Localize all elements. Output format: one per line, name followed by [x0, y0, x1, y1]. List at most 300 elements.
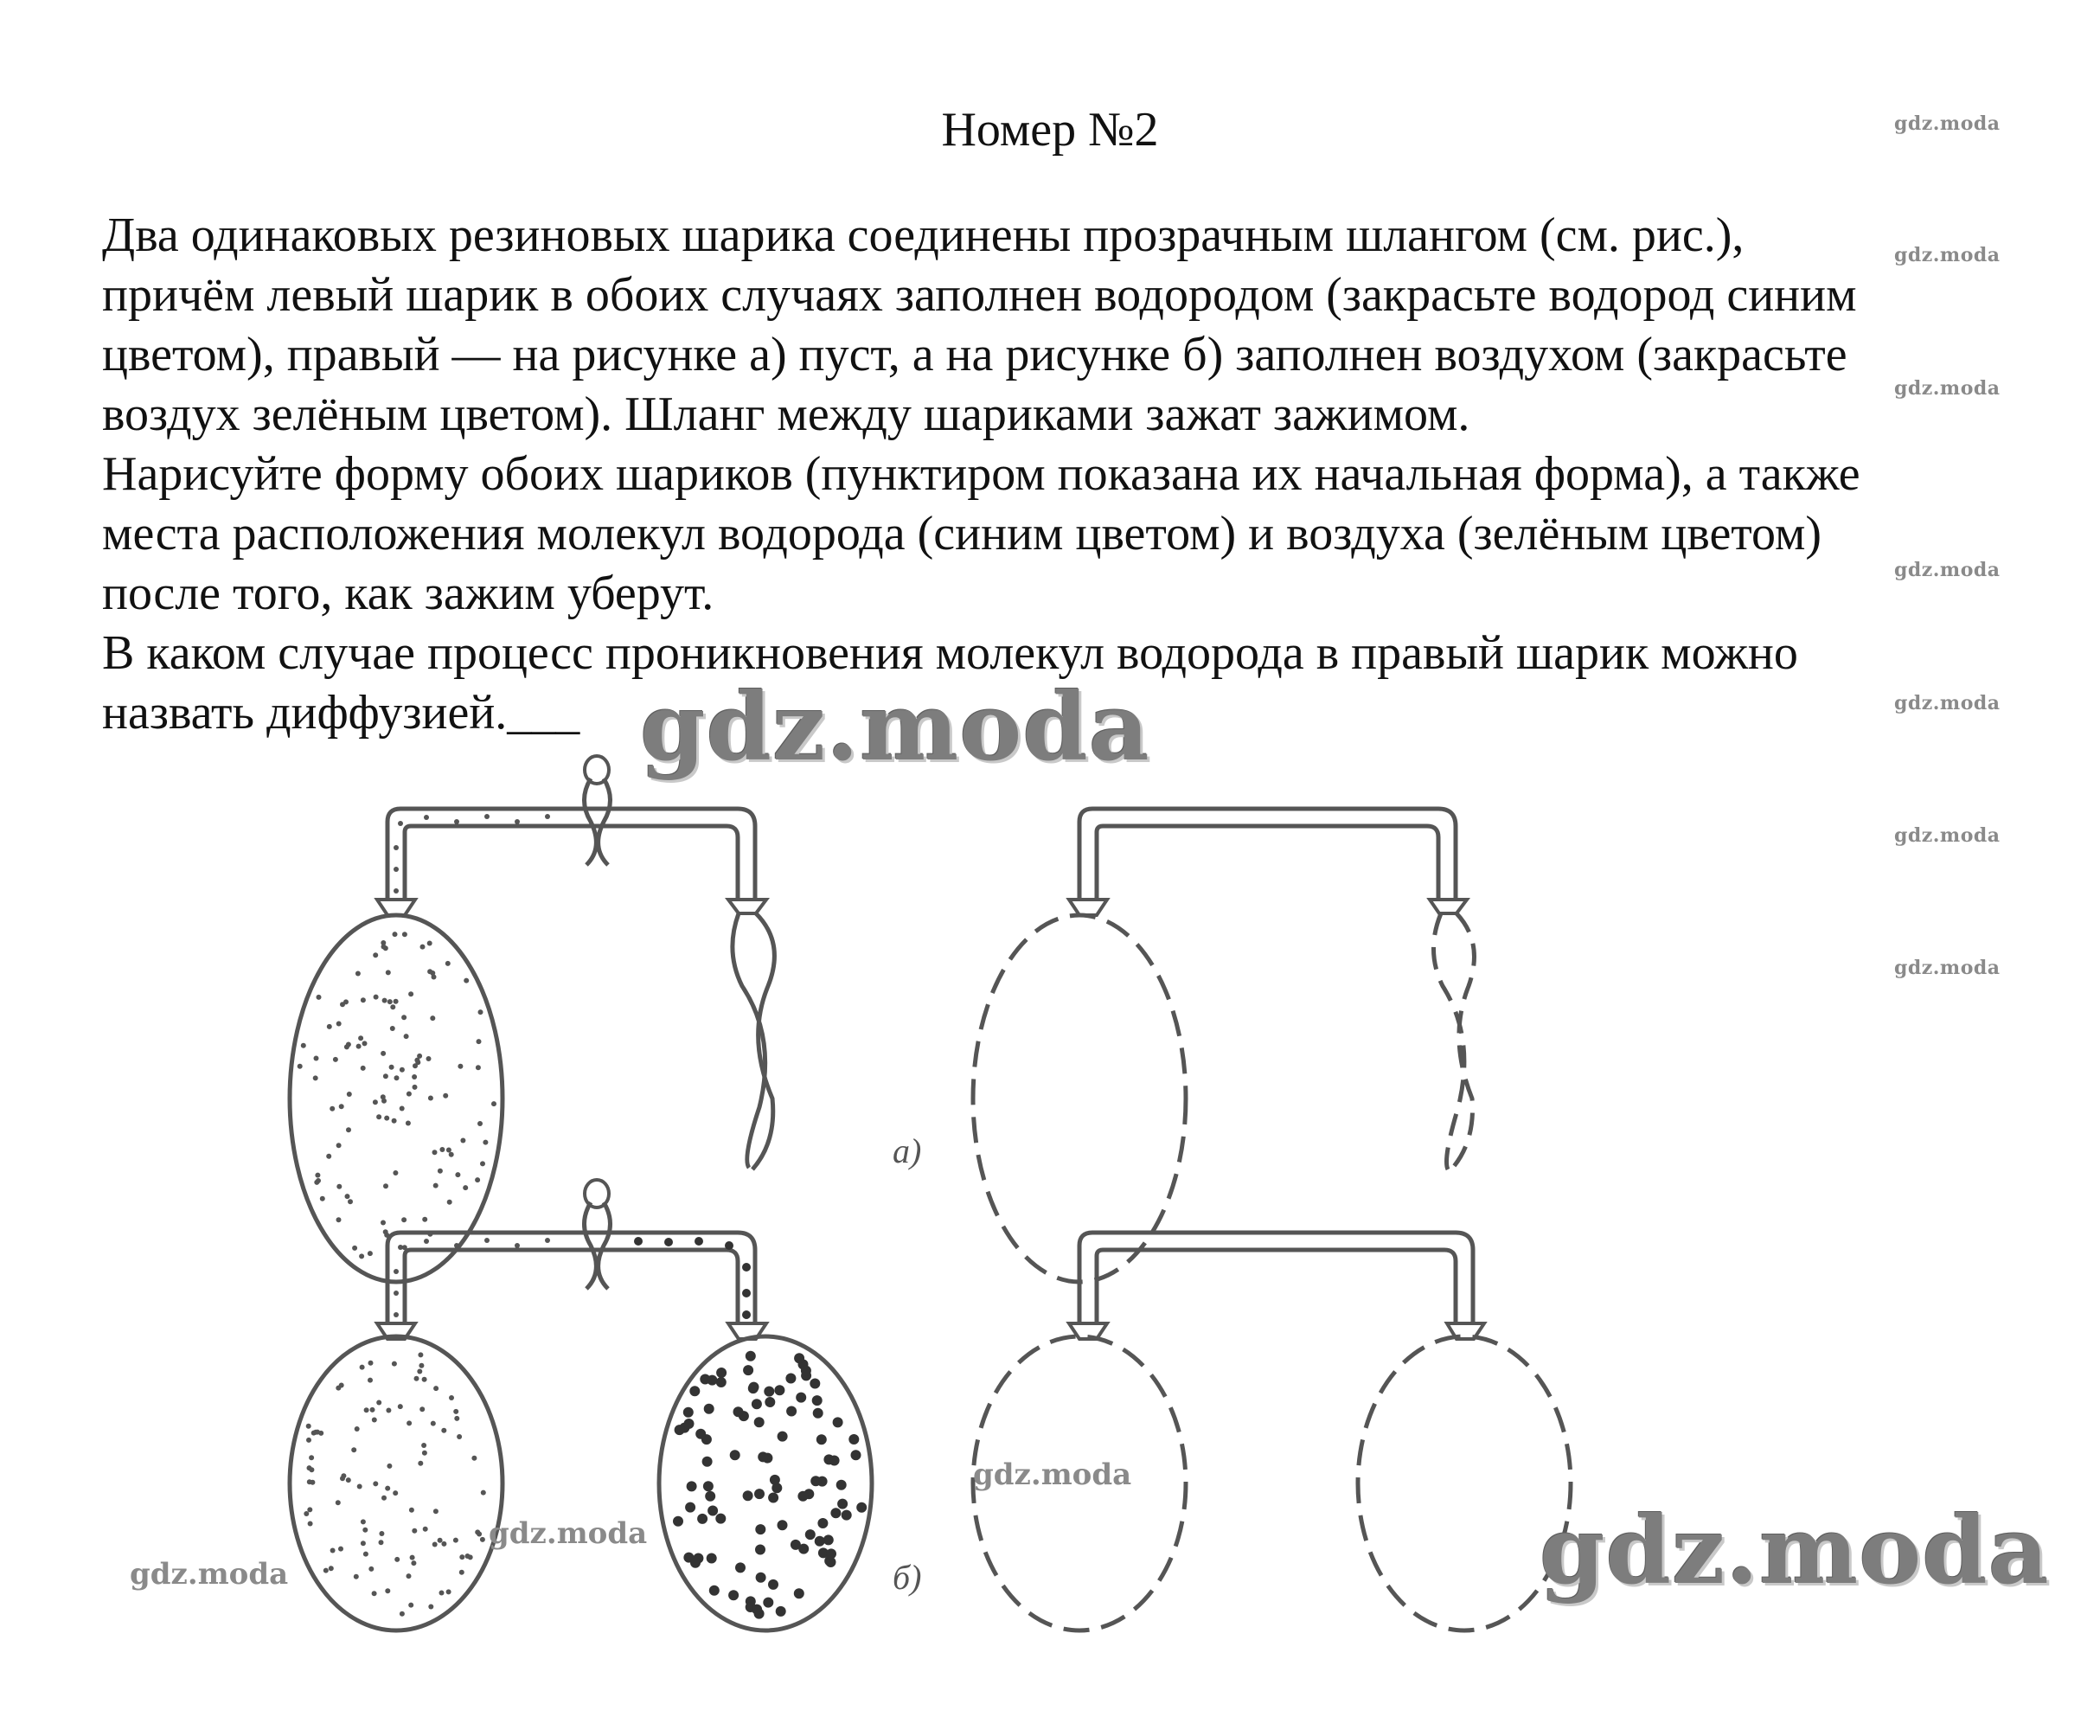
molecule-dot [368, 1361, 374, 1366]
molecule-dot [465, 1553, 471, 1559]
molecule-dot [464, 978, 469, 983]
molecule-dot [323, 1568, 329, 1573]
molecule-dot [386, 1408, 391, 1413]
molecule-dot [336, 1143, 342, 1148]
molecule-dot [770, 1475, 780, 1485]
watermark-large: gdz.moda [1540, 1496, 2050, 1605]
molecule-dot [816, 1434, 827, 1445]
molecule-dot [339, 1104, 344, 1109]
molecule-dot [360, 1365, 365, 1370]
molecule-dot [361, 1541, 366, 1546]
molecule-dot [453, 1538, 458, 1543]
molecule-dot [742, 1289, 751, 1297]
molecule-dot [389, 1065, 394, 1070]
molecule-dot [394, 1312, 399, 1317]
molecule-dot [428, 1605, 433, 1610]
molecule-dot [406, 1121, 411, 1126]
molecule-dot [398, 1404, 403, 1409]
molecule-dot [449, 1395, 454, 1400]
molecule-dot [833, 1417, 843, 1427]
molecule-dot [826, 1548, 836, 1559]
task-line-3: цветом), правый — на рисунке а) пуст, а на рисунке б) заполнен воздухом (закрасьте [102, 328, 1847, 381]
molecule-dot [752, 1399, 762, 1409]
molecule-dot [313, 1075, 318, 1080]
molecule-dot [394, 845, 399, 850]
watermark: gdz.moda [1894, 824, 2001, 847]
molecule-dot [422, 1217, 427, 1222]
molecule-dot [475, 1529, 480, 1534]
molecule-dot [690, 1558, 701, 1568]
molecule-dot [394, 888, 399, 894]
molecule-dot [394, 1075, 400, 1080]
molecule-dot [347, 1092, 352, 1097]
molecule-dot [336, 1500, 341, 1505]
watermark: gdz.moda [1894, 957, 2001, 979]
molecule-dot [709, 1585, 720, 1596]
molecule-dot [394, 1557, 400, 1562]
molecule-dot [386, 970, 391, 975]
molecule-dot [411, 1560, 416, 1566]
molecule-dot [316, 1178, 321, 1183]
molecule-dot [376, 1114, 381, 1119]
molecule-dot [417, 1369, 422, 1374]
molecule-dot [742, 1263, 751, 1272]
molecule-dot [327, 1024, 332, 1029]
molecule-dot [812, 1395, 823, 1406]
molecule-dot [417, 1054, 422, 1059]
molecule-dot [373, 1481, 378, 1486]
molecule-dot [362, 1041, 368, 1046]
molecule-dot [400, 1106, 405, 1111]
molecule-dot [848, 1434, 859, 1445]
molecule-dot [368, 1566, 374, 1572]
molecule-dot [785, 1374, 796, 1384]
molecule-dot [477, 1121, 483, 1126]
molecule-dot [459, 1570, 464, 1575]
task-line-8: В каком случае процесс проникновения молекул водорода в правый шарик можно [102, 626, 1798, 680]
task-line-4: воздух зелёным цветом). Шланг между шариками зажат зажимом. [102, 388, 1470, 441]
molecule-dot [796, 1393, 806, 1403]
hydrogen-molecules-a [298, 814, 550, 1259]
molecule-dot [336, 1217, 342, 1222]
molecule-dot [381, 945, 387, 950]
molecule-dot [317, 995, 322, 1000]
molecule-dot [357, 1484, 362, 1489]
molecule-dot [390, 1026, 395, 1031]
molecule-dot [829, 1456, 840, 1466]
molecule-dot [454, 819, 459, 824]
molecule-dot [438, 1538, 443, 1543]
molecule-dot [387, 1464, 392, 1469]
molecule-dot [306, 1424, 311, 1429]
molecule-dot [477, 1039, 482, 1044]
molecule-dot [798, 1544, 809, 1554]
molecule-dot [315, 1173, 320, 1178]
molecule-dot [381, 1496, 387, 1501]
molecule-dot [754, 1489, 765, 1499]
molecule-dot [358, 1035, 363, 1041]
molecule-dot [702, 1457, 713, 1467]
molecule-dot [361, 997, 366, 1003]
molecule-dot [387, 999, 393, 1004]
molecule-dot [634, 1237, 643, 1246]
task-line-2: причём левый шарик в обоих случаях заполнен водородом (закрасьте водород синим [102, 268, 1857, 322]
molecule-dot [426, 1056, 432, 1061]
molecule-dot [372, 1591, 377, 1596]
molecule-dot [404, 1034, 409, 1039]
molecule-dot [409, 1508, 414, 1513]
molecule-dot [376, 1400, 381, 1406]
molecule-dot [379, 1540, 384, 1545]
molecule-dot [836, 1480, 847, 1490]
molecule-dot [368, 1251, 373, 1256]
molecule-dot [326, 1154, 331, 1159]
molecule-dot [453, 1409, 458, 1414]
molecule-dot [463, 1185, 468, 1190]
molecule-dot [687, 1481, 697, 1491]
molecule-dot [315, 1430, 320, 1435]
molecule-dot [794, 1353, 804, 1363]
molecule-dot [856, 1502, 867, 1513]
molecule-dot [716, 1368, 727, 1378]
molecule-dot [381, 1094, 386, 1099]
molecule-dot [339, 1383, 344, 1388]
molecule-dot [330, 1106, 335, 1111]
molecule-dot [445, 961, 451, 966]
molecule-dot [424, 1239, 429, 1244]
molecule-dot [421, 1443, 426, 1448]
molecule-dot [427, 969, 432, 974]
molecule-dot [338, 1547, 343, 1552]
molecule-dot [735, 1562, 746, 1573]
figure-b-dashed [973, 1233, 1571, 1630]
molecule-dot [446, 1589, 451, 1594]
molecule-dot [433, 1386, 439, 1391]
molecule-dot [755, 1524, 765, 1534]
molecule-dot [382, 998, 387, 1003]
molecule-dot [704, 1404, 714, 1414]
molecule-dot [352, 1246, 357, 1251]
molecule-dot [449, 1152, 454, 1157]
molecule-dot [359, 1253, 364, 1259]
molecule-dot [393, 1490, 398, 1496]
molecule-dot [810, 1379, 820, 1389]
molecule-dot [748, 1383, 759, 1393]
molecule-dot [420, 945, 426, 950]
molecule-dot [418, 1461, 423, 1466]
figure-b-solid [290, 1180, 872, 1630]
molecule-dot [413, 1085, 418, 1090]
molecule-dot [423, 1527, 428, 1532]
molecule-dot [805, 1529, 816, 1540]
molecule-dot [393, 1170, 398, 1175]
molecule-dot [392, 1361, 397, 1367]
molecule-dot [697, 1514, 707, 1524]
molecule-dot [340, 1476, 345, 1481]
molecule-dot [743, 1365, 753, 1375]
molecule-dot [480, 1161, 485, 1166]
molecule-dot [394, 867, 399, 872]
molecule-dot [432, 1150, 438, 1155]
molecule-dot [432, 1542, 438, 1547]
molecule-dot [307, 1465, 312, 1470]
molecule-dot [715, 1514, 726, 1524]
molecule-dot [346, 1477, 351, 1483]
molecule-dot [443, 1093, 448, 1099]
molecule-dot [418, 1352, 423, 1357]
molecule-dot [381, 1220, 386, 1226]
molecule-dot [480, 1537, 485, 1542]
molecule-dot [837, 1499, 848, 1509]
molecule-dot [419, 1406, 425, 1412]
molecule-dot [430, 1015, 435, 1021]
molecule-dot [439, 1591, 445, 1596]
molecule-dot [433, 1183, 439, 1188]
molecule-dot [703, 1481, 714, 1491]
molecule-dot [707, 1375, 717, 1386]
molecule-dot [441, 1428, 446, 1433]
molecule-dot [478, 1009, 483, 1015]
molecule-dot [454, 1243, 459, 1248]
molecule-dot [345, 1194, 350, 1199]
molecule-dot [830, 1508, 841, 1518]
molecule-dot [336, 1184, 342, 1189]
molecule-dot [763, 1598, 773, 1608]
molecule-dot [768, 1493, 778, 1503]
molecule-dot [392, 1118, 397, 1124]
molecule-dot [801, 1366, 811, 1376]
task-line-5: Нарисуйте форму обоих шариков (пунктиром показана их начальная форма), а также [102, 447, 1860, 501]
molecule-dot [471, 1456, 477, 1461]
molecule-dot [851, 1450, 861, 1460]
molecule-dot [309, 1455, 314, 1460]
molecule-dot [412, 1528, 417, 1534]
watermark: gdz.moda [1894, 112, 2001, 135]
molecule-dot [419, 1363, 424, 1368]
molecule-dot [765, 1397, 775, 1407]
molecule-dot [786, 1406, 797, 1417]
figure-label-b: б) [893, 1558, 922, 1597]
molecule-dot [431, 1421, 436, 1426]
molecule-dot [754, 1417, 765, 1427]
molecule-dot [695, 1237, 703, 1246]
molecule-dot [815, 1536, 825, 1547]
molecule-dot [441, 1541, 446, 1547]
molecule-dot [412, 1074, 417, 1079]
molecule-dot [408, 1603, 413, 1608]
molecule-dot [336, 1022, 342, 1027]
watermark: gdz.moda [1894, 559, 2001, 581]
figure-label-a: а) [893, 1131, 922, 1170]
molecule-dot [372, 1418, 377, 1423]
molecule-dot [390, 1004, 395, 1009]
molecule-dot [354, 1574, 359, 1579]
molecule-dot [454, 1416, 459, 1421]
molecule-dot [329, 1566, 334, 1571]
molecule-dot [728, 1590, 739, 1600]
molecule-dot [433, 1509, 439, 1514]
molecule-dot [752, 1605, 762, 1615]
molecule-dot [685, 1502, 695, 1513]
molecule-dot [797, 1491, 808, 1502]
watermark: gdz.moda [1894, 692, 2001, 714]
molecule-dot [348, 1199, 353, 1204]
molecule-dot [716, 1377, 727, 1387]
molecule-dot [484, 814, 490, 819]
molecule-dot [756, 1573, 766, 1583]
watermark-large: gdz.moda [640, 673, 1150, 782]
molecule-dot [307, 1479, 312, 1484]
figure-a-solid [290, 756, 774, 1282]
molecule-dot [340, 1002, 345, 1007]
task-line-1: Два одинаковых резиновых шарика соединены прозрачным шлангом (см. рис.), [102, 208, 1745, 262]
molecule-dot [373, 1099, 378, 1105]
molecule-dot [364, 1407, 369, 1413]
molecule-dot [370, 1407, 375, 1413]
molecule-dot [707, 1553, 717, 1564]
molecule-dot [817, 1518, 828, 1528]
molecule-dot [368, 1378, 373, 1383]
molecule-dot [675, 1425, 685, 1435]
molecule-dot [410, 1555, 415, 1560]
molecule-dot [515, 819, 520, 824]
page-title: Номер №2 [941, 103, 1159, 157]
molecule-dot [355, 1426, 360, 1432]
molecule-dot [379, 1531, 384, 1536]
molecule-dot [459, 1554, 464, 1560]
molecule-dot [683, 1407, 694, 1418]
molecule-dot [306, 1438, 311, 1443]
molecule-dot [823, 1534, 834, 1545]
molecule-dot [363, 1552, 368, 1557]
molecule-dot [374, 995, 379, 1000]
molecule-dot [398, 821, 403, 826]
molecule-dot [778, 1432, 788, 1442]
molecule-dot [351, 1447, 356, 1452]
molecule-dot [758, 1451, 768, 1462]
molecule-dot [458, 1064, 463, 1069]
molecule-dot [330, 1548, 336, 1553]
molecule-dot [407, 1092, 412, 1097]
molecule-dot [314, 1056, 319, 1061]
molecule-dot [424, 815, 429, 820]
watermark: gdz.moda [973, 1457, 1132, 1492]
molecule-dot [381, 1051, 386, 1056]
task-line-7: после того, как зажим уберут. [102, 567, 714, 620]
molecule-dot [447, 1200, 452, 1205]
molecule-dot [439, 1147, 445, 1152]
molecule-dot [689, 1386, 700, 1396]
watermark: gdz.moda [1894, 244, 2001, 266]
molecule-dot [422, 1451, 427, 1456]
molecule-dot [725, 1241, 733, 1250]
molecule-dot [746, 1351, 756, 1361]
molecule-dot [742, 1310, 751, 1319]
molecule-dot [428, 1096, 433, 1101]
molecule-dot [684, 1419, 695, 1429]
molecule-dot [394, 1291, 399, 1296]
molecule-dot [794, 1588, 804, 1598]
molecule-dot [457, 1434, 462, 1439]
molecule-dot [446, 1148, 451, 1153]
molecule-dot [730, 1450, 740, 1460]
molecule-dot [664, 1238, 673, 1246]
molecule-dot [695, 1429, 706, 1439]
molecule-dot [361, 1519, 366, 1524]
molecule-dot [320, 1196, 325, 1201]
molecule-dot [401, 1217, 407, 1222]
molecule-dot [460, 1138, 465, 1143]
molecule-dot [776, 1606, 786, 1617]
molecule-dot [810, 1476, 821, 1486]
molecule-dot [383, 1183, 388, 1188]
molecule-dot [407, 1573, 412, 1579]
molecule-dot [755, 1545, 765, 1555]
molecule-dot [764, 1387, 774, 1397]
watermark: gdz.moda [130, 1557, 289, 1592]
molecule-dot [743, 1490, 753, 1501]
molecule-dot [356, 1044, 362, 1049]
molecule-dot [438, 1169, 443, 1174]
molecule-dot [422, 1377, 427, 1382]
molecule-dot [400, 1611, 405, 1617]
molecule-dot [385, 1588, 390, 1593]
molecule-dot [301, 1043, 306, 1048]
molecule-dot [401, 1015, 407, 1020]
molecule-dot [361, 1066, 366, 1071]
molecule-dot [400, 1067, 405, 1073]
molecule-dot [402, 932, 407, 937]
molecule-dot [308, 1521, 313, 1527]
molecule-dot [455, 1172, 460, 1177]
watermark: gdz.moda [1894, 377, 2001, 400]
molecule-dot [733, 1406, 744, 1417]
molecule-dot [373, 952, 378, 958]
molecule-dot [545, 1238, 550, 1243]
molecule-dot [384, 1116, 389, 1121]
watermark: gdz.moda [489, 1516, 648, 1551]
molecule-dot [394, 1269, 399, 1274]
molecule-dot [307, 1507, 312, 1512]
molecule-dot [407, 1420, 412, 1425]
molecule-dot [333, 1057, 338, 1062]
molecule-dot [483, 1140, 488, 1145]
molecule-dot [432, 975, 437, 980]
hydrogen-molecules-b [304, 1238, 550, 1617]
molecule-dot [355, 971, 361, 977]
molecule-dot [394, 999, 399, 1004]
molecule-dot [778, 1520, 788, 1530]
molecule-dot [383, 1229, 388, 1234]
molecule-dot [393, 932, 398, 937]
task-line-9: назвать диффузией.___ [102, 686, 580, 740]
molecule-dot [768, 1579, 778, 1590]
molecule-dot [673, 1516, 683, 1527]
molecule-dot [707, 1506, 718, 1516]
molecule-dot [476, 1065, 481, 1070]
molecule-dot [427, 1232, 432, 1237]
molecule-dot [491, 1101, 496, 1106]
molecule-dot [842, 1510, 852, 1521]
molecule-dot [346, 1042, 351, 1047]
molecule-dot [346, 1127, 351, 1132]
molecule-dot [813, 1408, 823, 1419]
figure-a-dashed [973, 809, 1474, 1282]
molecule-dot [705, 1491, 715, 1502]
molecule-dot [545, 814, 550, 819]
molecule-dot [362, 1528, 368, 1533]
molecule-dot [515, 1243, 520, 1248]
